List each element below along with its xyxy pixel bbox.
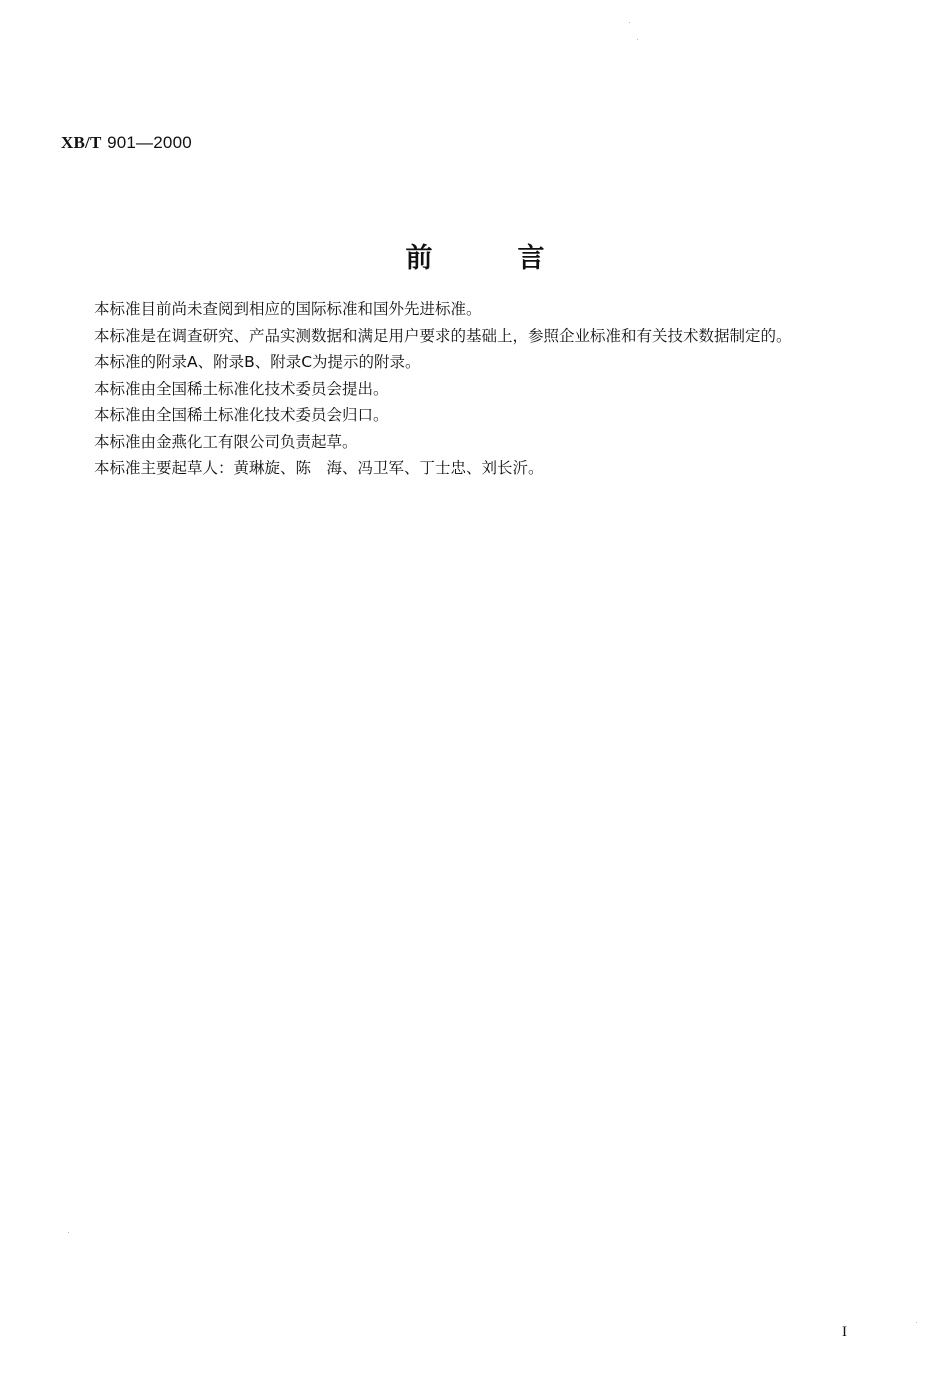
paragraph-5: 本标准由全国稀土标准化技术委员会归口。 [94,406,389,424]
scan-speck [916,1322,917,1323]
scan-speck [637,39,638,40]
standard-code-number: 901—2000 [107,133,192,152]
standard-code-prefix: XB/T [61,133,102,152]
paragraph-2: 本标准是在调查研究、产品实测数据和满足用户要求的基础上，参照企业标准和有关技术数据制定的。 [94,326,792,345]
standard-code [61,133,192,153]
paragraph-3: 本标准的附录A、附录B、附录C为提示的附录。 [94,353,421,371]
scan-speck [68,1232,69,1233]
page-title: 前言 [405,243,630,274]
paragraph-4: 本标准由全国稀土标准化技术委员会提出。 [94,379,389,398]
page-number: I [842,1324,847,1340]
foreword-body [61,296,876,482]
paragraph-1: 本标准目前尚未查阅到相应的国际标准和国外先进标准。 [94,300,482,318]
paragraph-6: 本标准由金燕化工有限公司负责起草。 [94,432,358,451]
scan-speck [629,22,630,23]
paragraph-7: 本标准主要起草人：黄琳旋、陈 海、冯卫军、丁士忠、刘长沂。 [94,459,544,477]
